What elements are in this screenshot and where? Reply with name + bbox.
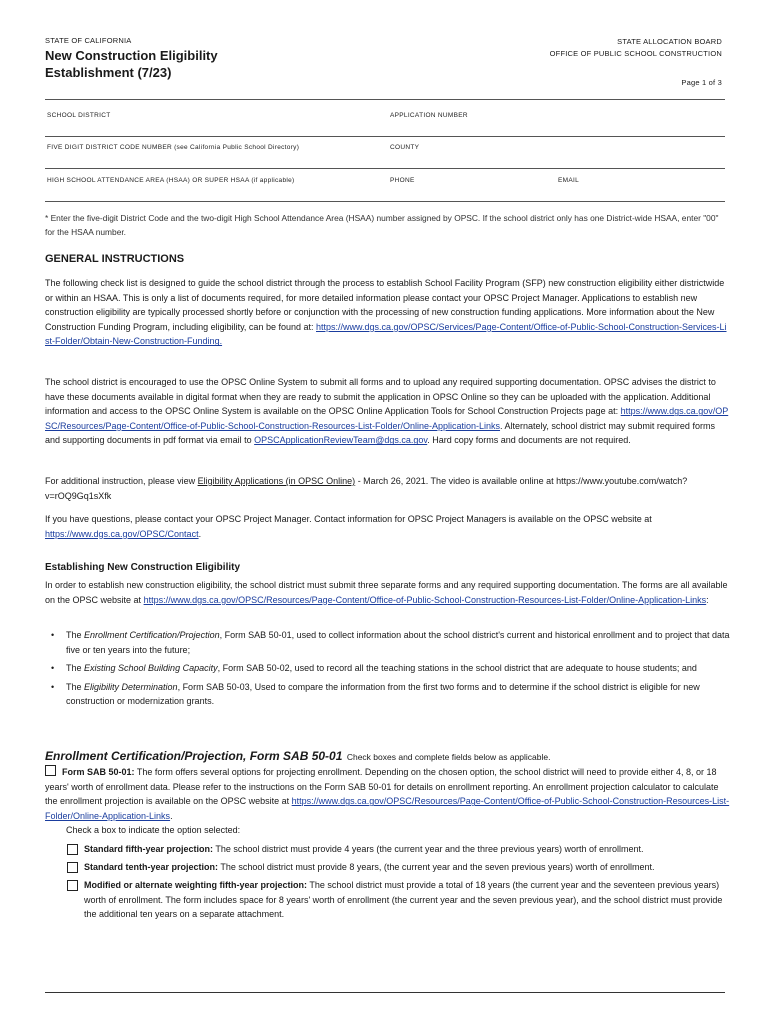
option-tenth-year xyxy=(67,860,727,875)
field-rule-1 xyxy=(45,136,725,137)
agency-line2: OFFICE OF PUBLIC SCHOOL CONSTRUCTION xyxy=(549,49,722,58)
enrollment-calculator-link[interactable]: https://www.dgs.ca.gov/OPSC/Resources/Page-Content/Office-of-Public-School-Construction-Resources-List-Folder/Online-Application-Links xyxy=(45,796,730,821)
district-code-label: FIVE DIGIT DISTRICT CODE NUMBER (see California Public School Directory) xyxy=(47,144,300,151)
fifth-year-checkbox[interactable] xyxy=(67,844,78,855)
general-p2-text-a: The school district is encouraged to use the OPSC Online System to submit all forms and to upload any required supporting documentation. OPSC advises the district to have these documents available in digital format when they are ready to submit the application in OPSC Online so they can be uploaded with the application. Additional information and access to the OPSC Online System is available on the OPSC Online Application Tools for School Construction Projects page at: xyxy=(45,377,716,417)
opsc-contact-link[interactable]: https://www.dgs.ca.gov/OPSC/Contact xyxy=(45,528,199,539)
form-sab-text: The form offers several options for projecting enrollment. Depending on the chosen option, the school district will need to provide either 4, 8, or 18 years' worth of enrollment data. Please refer to the instructions on the Form SAB 50-01 for details on enrollment reporting. An enrollment projection calculator to calculate the enrollment projection is available on the OPSC website at xyxy=(45,767,719,807)
footnote: * Enter the five-digit District Code and the two-digit High School Attendance Area (HSAA) number assigned by OPSC. If the school district only has one District-wide HSAA, enter "00" for the HSAA number. xyxy=(45,213,719,237)
list-item: • The Existing School Building Capacity, Form SAB 50-02, used to record all the teaching stations in the school district that are adequate to house students; and xyxy=(45,661,730,676)
online-application-links-link[interactable]: https://www.dgs.ca.gov/OPSC/Resources/Page-Content/Office-of-Public-School-Construction-Resources-List-Folder/Online-Application-Links xyxy=(45,406,729,431)
enrollment-heading-row xyxy=(45,747,730,765)
establishing-intro-text: In order to establish new construction eligibility, the school district must submit three separate forms and any required supporting documentation. The forms are all available on the OPSC website at xyxy=(45,580,728,605)
general-p4-text-a: If you have questions, please contact your OPSC Project Manager. Contact information for OPSC Project Managers is available on the OPSC website at xyxy=(45,514,652,524)
general-paragraph-2 xyxy=(45,375,730,448)
option-fifth-year xyxy=(67,842,727,857)
option-text: The school district must provide 4 years (the current year and the three previous years) worth of enrollment. xyxy=(215,844,644,854)
list-item: • The Enrollment Certification/Projection, Form SAB 50-01, used to collect information about the school district's current and historical enrollment and to project that data five or ten years into the future; xyxy=(51,630,730,655)
bullet-icon: • xyxy=(51,630,55,640)
footer-rule xyxy=(45,992,725,993)
new-construction-funding-link[interactable]: https://www.dgs.ca.gov/OPSC/Services/Page-Content/Office-of-Public-School-Construction-Services-List-Folder/Obtain-New-Construction-Funding. xyxy=(45,321,727,347)
option-label: Standard fifth-year projection: xyxy=(84,844,214,854)
state-label: STATE OF CALIFORNIA xyxy=(45,36,132,45)
option-modified-weighting xyxy=(67,878,727,922)
form-sab-50-01-checkbox[interactable] xyxy=(45,765,56,776)
forms-list xyxy=(45,628,730,713)
form-description: , Form SAB 50-02, used to record all the teaching stations in the school district that are adequate to house students; and xyxy=(217,663,697,674)
agency-label xyxy=(550,36,722,60)
general-instructions-heading: GENERAL INSTRUCTIONS xyxy=(45,253,185,265)
phone-label: PHONE xyxy=(390,177,415,184)
general-paragraph-1 xyxy=(45,276,730,349)
review-team-email-link[interactable]: OPSCApplicationReviewTeam@dgs.ca.gov xyxy=(254,435,428,446)
school-district-label: SCHOOL DISTRICT xyxy=(47,112,111,119)
general-p2-text-b: . Alternately, school district may submit required forms and supporting documents in pdf format via email to xyxy=(45,420,715,446)
form-sab-end: . xyxy=(170,810,173,821)
bullet-icon: • xyxy=(51,681,55,692)
list-item: • The Eligibility Determination, Form SAB 50-03, Used to compare the information from the first two forms and to determine if the school district is eligible for new construction or modernization grants. xyxy=(51,681,700,707)
form-title xyxy=(45,47,218,81)
hsaa-label: HIGH SCHOOL ATTENDANCE AREA (HSAA) OR SUPER HSAA (if applicable) xyxy=(47,177,295,184)
option-label: Standard tenth-year projection: xyxy=(84,862,219,872)
agency-line1: STATE ALLOCATION BOARD xyxy=(617,37,722,46)
general-p2-text-c: . Hard copy forms and documents are not required. xyxy=(427,435,631,446)
field-rule-3 xyxy=(45,201,725,202)
option-text: The school district must provide 8 years, (the current year and the seven previous years) worth of enrollment. xyxy=(220,862,655,872)
page-number: Page 1 of 3 xyxy=(681,78,722,87)
check-prompt: Check a box to indicate the option selected: xyxy=(66,825,241,836)
form-name: Eligibility Determination xyxy=(84,681,178,692)
general-p3-text-a: For additional instruction, please view xyxy=(45,476,196,486)
establishing-intro-end: : xyxy=(706,594,709,605)
form-sab-label: Form SAB 50-01: xyxy=(62,767,135,777)
option-label: Modified or alternate weighting fifth-year projection: xyxy=(84,880,308,890)
modified-weighting-checkbox[interactable] xyxy=(67,880,78,891)
establishing-intro xyxy=(45,578,730,607)
general-paragraph-3 xyxy=(45,474,730,503)
form-description: , Form SAB 50-03, Used to compare the information from the first two forms and to determine if the school district is eligible for new construction or modernization grants. xyxy=(66,681,700,707)
email-label: EMAIL xyxy=(558,177,580,184)
youtube-video-link[interactable]: https://www.youtube.com/watch?v=rOQ9Gq1sXfk xyxy=(45,476,688,501)
eligibility-applications-link[interactable]: Eligibility Applications (in OPSC Online) xyxy=(197,476,356,486)
form-title-line2: Establishment (7/23) xyxy=(45,65,172,80)
field-rule-2 xyxy=(45,168,725,169)
form-description: , Form SAB 50-01, used to collect information about the school district's current and historical enrollment and to project that data five or ten years into the future; xyxy=(66,630,730,655)
form-title-line1: New Construction Eligibility xyxy=(45,48,218,63)
bullet-icon: • xyxy=(51,663,55,674)
option-text: The school district must provide a total of 18 years (the current year and the seventeen previous years) worth of enrollment. The form includes space for 8 years' worth of enrollment (the current year and the seven previous year), and the school district must provide the additional ten years on a separate attachment. xyxy=(84,880,723,920)
forms-online-application-links-link[interactable]: https://www.dgs.ca.gov/OPSC/Resources/Page-Content/Office-of-Public-School-Construction-Resources-List-Folder/Online-Application-Links xyxy=(143,594,707,605)
tenth-year-checkbox[interactable] xyxy=(67,862,78,873)
general-p4-text-b: . xyxy=(198,528,202,539)
establishing-heading: Establishing New Construction Eligibility xyxy=(45,562,241,573)
enrollment-heading: Enrollment Certification/Projection, Form SAB 50-01 xyxy=(45,749,343,763)
county-label: COUNTY xyxy=(390,144,420,151)
field-rule-top xyxy=(45,99,725,100)
enrollment-heading-note: Check boxes and complete fields below as applicable. xyxy=(346,752,551,762)
general-p3-text-b: - March 26, 2021. The video is available online at xyxy=(357,476,554,486)
general-paragraph-4 xyxy=(45,512,730,541)
form-name: Existing School Building Capacity xyxy=(84,663,218,674)
form-name: Enrollment Certification/Projection xyxy=(84,630,220,640)
general-p1-text: The following check list is designed to guide the school district through the process to establish School Facility Program (SFP) new construction eligibility either districtwide or within an HSAA. This is only a list of documents required, for more detailed information please contact your OPSC Project Manager. Applications to establish new construction eligibility are typically processed shortly before or conjunction with the processing of new construction funding applications. More information about the New Construction Funding Program, including eligibility, can be found at: xyxy=(45,278,725,332)
application-number-label: APPLICATION NUMBER xyxy=(390,112,468,119)
form-sab-50-01-item xyxy=(45,765,730,838)
